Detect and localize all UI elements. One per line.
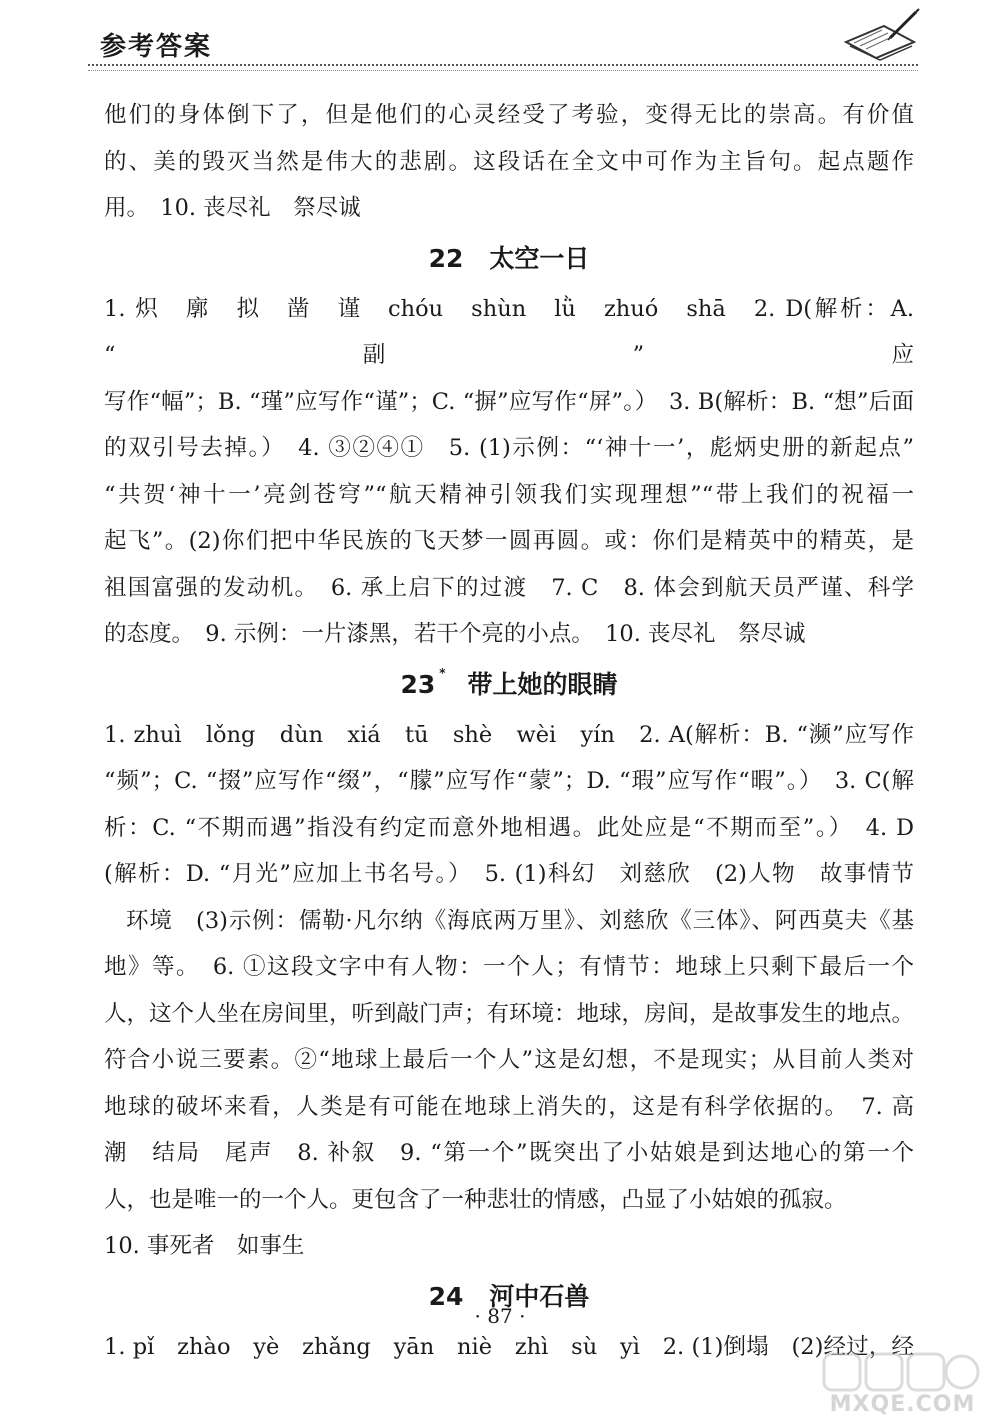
text-line: 起飞”。(2)你们把中华民族的飞天梦一圆再圆。或：你们是精英中的精英，是 [104, 528, 914, 554]
section-title: 带上她的眼睛 [467, 669, 618, 699]
section-title: 太空一日 [489, 243, 590, 273]
text-line: 用。 10. 丧尽礼 祭尽诚 [104, 195, 361, 221]
text-line: 符合小说三要素。②“地球上最后一个人”这是幻想，不是现实；从目前人类对 [104, 1047, 914, 1073]
text-line: 10. 事死者 如事生 [104, 1233, 305, 1259]
text-line: 人，也是唯一的一个人。更包含了一种悲壮的情感，凸显了小姑娘的孤寂。 [104, 1186, 847, 1213]
answer-content [104, 92, 914, 1370]
text-line: 环境 (3)示例：儒勒·凡尔纳《海底两万里》、刘慈欣《三体》、阿西莫夫《基 [126, 907, 914, 934]
optional-mark: * [439, 665, 446, 680]
page-header [0, 0, 1000, 80]
section-number: 23 [400, 669, 436, 699]
section-title: 河中石兽 [489, 1281, 590, 1311]
watermark-logo [820, 1350, 985, 1420]
header-title: 参考答案 [100, 32, 213, 62]
text-line: 地》等。 6. ①这段文字中有人物：一个人；有情节：地球上只剩下最后一个 [104, 954, 914, 980]
text-line: 地球的破坏来看，人类是有可能在地球上消失的，这是有科学依据的。 7. 高 [104, 1093, 914, 1120]
text-line: 1. pǐ zhào yè zhǎng yān niè zhì sù yì 2. (1)倒塌 (2)经过，经 [104, 1333, 914, 1360]
text-line: 1. zhuì lǒng dùn xiá tū shè wèi yín 2. A(解析：B. “濒”应写作 [104, 721, 914, 748]
header-divider-secondary [88, 70, 918, 71]
text-line: 写作“幅”；B. “瑾”应写作“谨”；C. “摒”应写作“屏”。） 3. B(解析：B. “想”后面 [104, 388, 914, 415]
text-line: 的、美的毁灭当然是伟大的悲剧。这段话在全文中可作为主旨句。起点题作 [104, 148, 914, 175]
text-line: 潮 结局 尾声 8. 补叙 9. “第一个”既突出了小姑娘是到达地心的第一个 [104, 1140, 914, 1166]
text-line: “共贺‘神十一’亮剑苍穹”“航天精神引领我们实现理想”“带上我们的祝福一 [104, 481, 914, 508]
text-line: (解析：D. “月光”应加上书名号。） 5. (1)科幻 刘慈欣 (2)人物 故事情节 [104, 861, 914, 887]
page-number: · 87 · [474, 1304, 526, 1328]
section-number: 22 [428, 243, 464, 273]
text-line: 他们的身体倒下了，但是他们的心灵经受了考验，变得无比的崇高。有价值 [104, 102, 914, 128]
section-number: 24 [428, 1281, 464, 1311]
text-line: 祖国富强的发动机。 6. 承上启下的过渡 7. C 8. 体会到航天员严谨、科学 [104, 574, 914, 601]
header-divider [88, 64, 918, 66]
notebook-pencil-icon [840, 8, 920, 64]
text-line: 1. 炽 廓 拟 凿 谨 chóu shùn lǜ zhuó shā 2. D(解析：A. “副”应 [104, 295, 914, 368]
text-line: 的态度。 9. 示例：一片漆黑，若干个亮的小点。 10. 丧尽礼 祭尽诚 [104, 621, 806, 647]
section-heading-23 [104, 658, 914, 712]
section-heading-22 [104, 232, 914, 286]
text-line: “频”；C. “掇”应写作“缀”，“朦”应写作“蒙”；D. “瑕”应写作“暇”。） 3. C(解 [104, 768, 914, 794]
text-line: 析：C. “不期而遇”指没有约定而意外地相遇。此处应是“不期而至”。） 4. D [104, 814, 914, 841]
text-line: 人，这个人坐在房间里，听到敲门声；有环境：地球，房间，是故事发生的地点。 [104, 1000, 915, 1027]
watermark-icon [820, 1350, 985, 1394]
text-line: 的双引号去掉。） 4. ③②④① 5. (1)示例：“‘神十一’，彪炳史册的新起点” [104, 435, 914, 461]
watermark-text: MXQE.COM [829, 1392, 976, 1417]
